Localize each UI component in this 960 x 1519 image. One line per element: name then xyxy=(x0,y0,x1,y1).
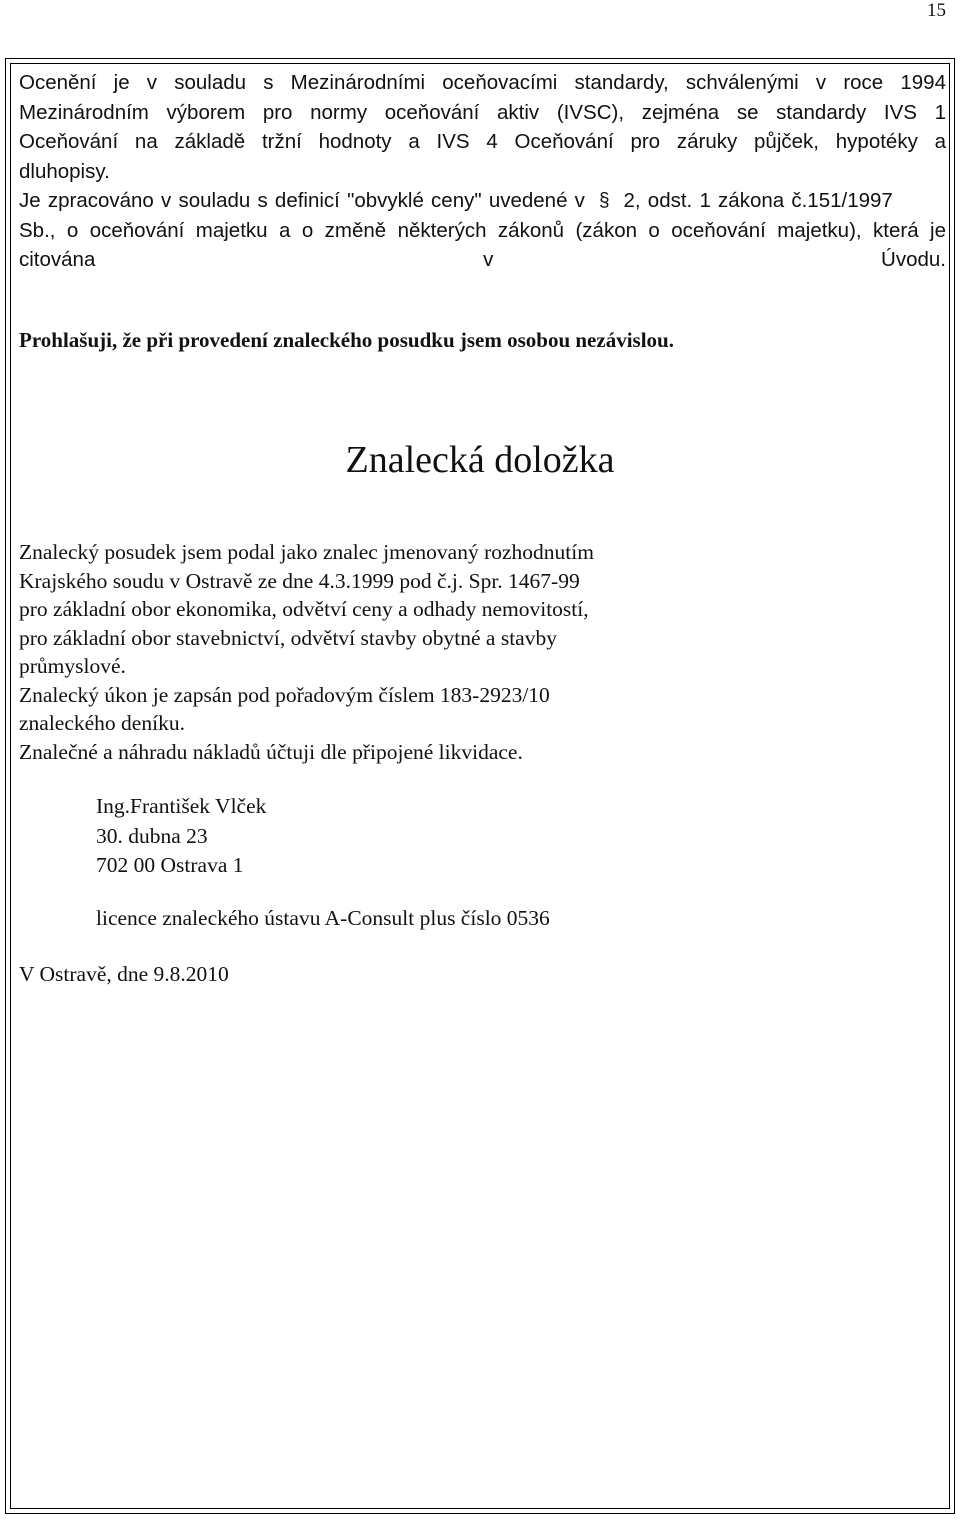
paragraph-text: Je zpracováno v souladu s definicí "obvyklé ceny" uvedené v xyxy=(19,189,585,212)
paragraph-text: Oceňování na základě tržní hodnoty a IVS 4 Oceňování pro záruky půjček, hypotéky a xyxy=(19,130,946,153)
clause-line: Znalecký posudek jsem podal jako znalec jmenovaný rozhodnutím xyxy=(19,540,594,564)
paragraph-line xyxy=(19,127,946,157)
expert-clause-heading: Znalecká doložka xyxy=(345,439,615,481)
page-number: 15 xyxy=(927,0,946,21)
expert-street: 30. dubna 23 xyxy=(96,823,208,848)
clause-line: pro základní obor ekonomika, odvětví ceny a odhady nemovitostí, xyxy=(19,597,589,621)
page-frame xyxy=(5,58,955,1514)
expert-clause-text xyxy=(19,538,946,766)
paragraph-line xyxy=(19,216,946,246)
expert-license: licence znaleckého ústavu A-Consult plus číslo 0536 xyxy=(96,906,550,930)
paragraph-line xyxy=(19,98,946,128)
expert-signature-block xyxy=(96,792,266,881)
paragraph-text: Ocenění je v souladu s Mezinárodními oceňovacími standardy, schválenými v roce 1994 xyxy=(19,71,946,94)
paragraph-text: dluhopisy. xyxy=(19,159,110,183)
paragraph-line xyxy=(19,186,946,216)
paragraph-line xyxy=(19,68,946,98)
expert-name: Ing.František Vlček xyxy=(96,794,267,818)
clause-line: Znalečné a náhradu nákladů účtuji dle připojené likvidace. xyxy=(19,739,523,764)
paragraph-text: 2, odst. 1 zákona č.151/1997 xyxy=(623,189,893,212)
place-and-date: V Ostravě, dne 9.8.2010 xyxy=(19,962,229,986)
usual-price-paragraph xyxy=(19,186,946,275)
page-frame-inner xyxy=(10,63,950,1509)
expert-city: 702 00 Ostrava 1 xyxy=(96,853,244,877)
paragraph-text: Sb., o oceňování majetku a o změně některých zákonů (zákon o oceňování majetku), která je xyxy=(19,218,946,242)
section-sign: § xyxy=(598,190,610,211)
independence-declaration: Prohlašuji, že při provedení znaleckého posudku jsem osobou nezávislou. xyxy=(19,328,674,352)
paragraph-text: citována v Úvodu. xyxy=(19,248,946,271)
clause-line: pro základní obor stavebnictví, odvětví stavby obytné a stavby xyxy=(19,625,557,650)
clause-line: Znalecký úkon je zapsán pod pořadovým číslem 183-2923/10 xyxy=(19,682,550,707)
valuation-standards-paragraph xyxy=(19,68,946,186)
clause-line: znaleckého deníku. xyxy=(19,711,185,735)
clause-line: Krajského soudu v Ostravě ze dne 4.3.1999 pod č.j. Spr. 1467-99 xyxy=(19,568,580,593)
paragraph-text: Mezinárodním výborem pro normy oceňování aktiv (IVSC), zejména se standardy IVS 1 xyxy=(19,100,946,124)
clause-line: průmyslové. xyxy=(19,654,126,678)
